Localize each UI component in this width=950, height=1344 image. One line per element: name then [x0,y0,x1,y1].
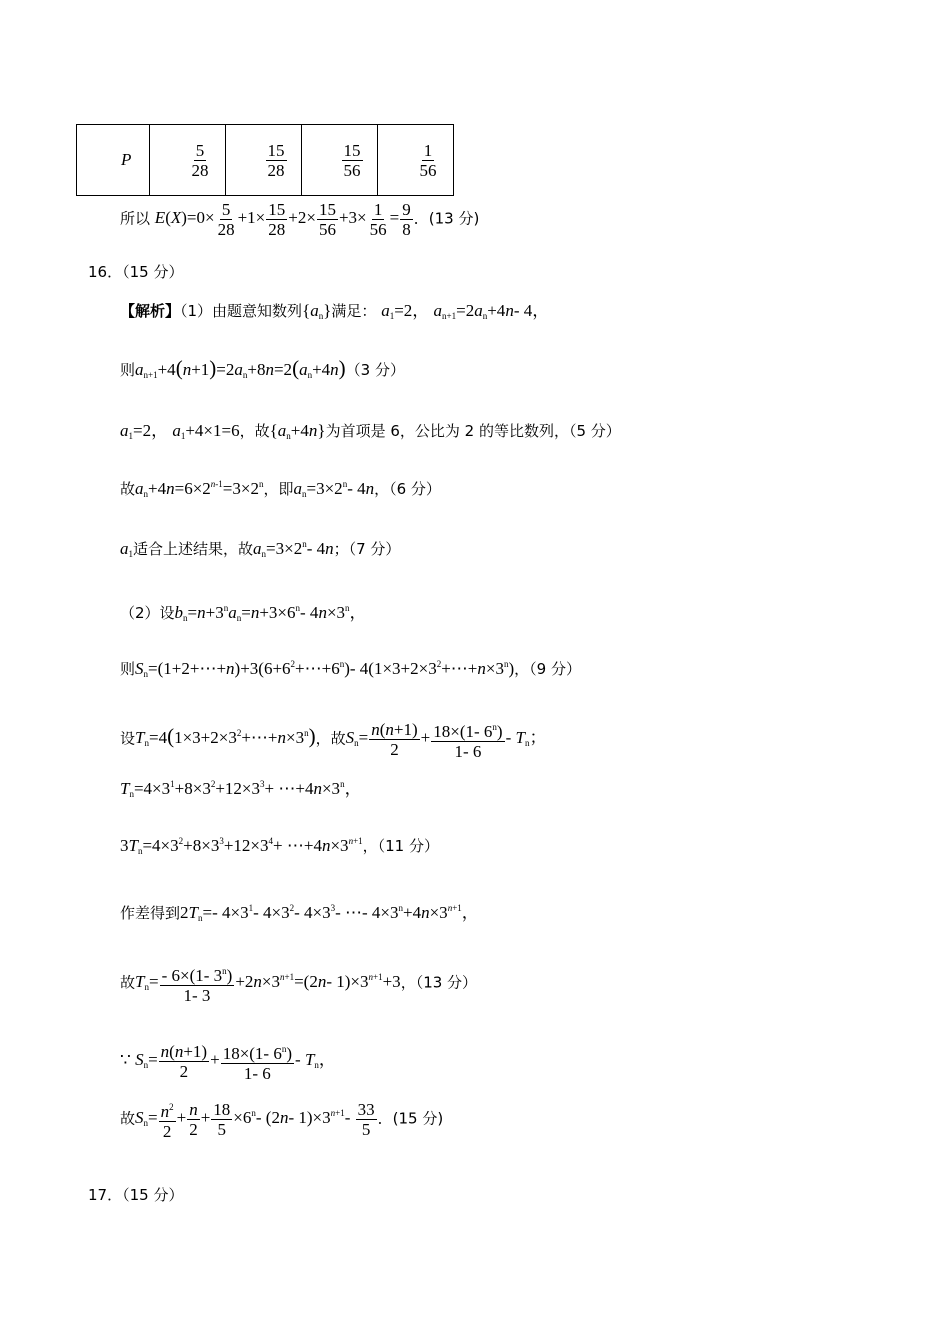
solution-line-13: ∵ $S_n=$ $\frac{n(n+1)}{2}$ + $\frac{18\times(1- 6^n)}{1- 6}$ - $T_n$， [120,1042,336,1083]
solution-line-7: 则$S_n=(1+2+\cdots+n)+3(6+6^2+\cdots+6^n)-$ $4(1\times 3+2\times 3^2+\cdots+n\times 3^n)$，（9 分） [120,659,581,679]
prob-cell [226,125,302,196]
expectation-line: 所以 E(X)=0× $\frac{5}{28}$ +1× $\frac{15}{28}$ +2× $\frac{15}{56}$ +3× $\frac{1}{56}$ = $\frac{9}{8}$ ．(13 分) [120,200,480,239]
prob-cell [302,125,378,196]
solution-line-5: $a_1$适合上述结果，故$a_n=3\times 2^n-$ 4n；（7 分） [120,539,401,559]
solution-line-1: 【解析】（1）由题意知数列$\{a_n\}$满足： $a_1=2$， $a_{n+1}=2a_n+4n-$ 4， [120,301,550,321]
prob-fraction: 15 56 [343,140,361,180]
prob-cell [150,125,226,196]
prob-fraction: 1 56 [419,140,437,180]
expectation-formula: E(X)=0× $\frac{5}{28}$ +1× $\frac{15}{28}$ +2× $\frac{15}{56}$ +3× $\frac{1}{56}$ = $\frac{9}{8}$ [154,200,411,239]
solution-line-14: 故$S_n=$ $\frac{n^2}{2}$ + $\frac{n}{2}$ + $\frac{18}{5}$ $\times 6^n-$ (2n- $1)\times 3^{n+1}-$ $\frac{33}{5}$ ．(15 分) [120,1100,444,1141]
prob-fraction: 15 28 [267,140,285,180]
solution-line-11: 作差得到$2T_n=-$ $4\times 3^1-$ $4\times 3^2-$ $4\times 3^3-$ ⋯- $4\times 3^n+4n\times 3^{n+1}$， [120,903,479,923]
solution-line-2: 则$a_{n+1}+4(n+1)=2a_n+8n=2(a_n+4n)(3$ 分） [120,356,405,380]
row-label: P [121,150,132,169]
solution-line-6: （2）设$b_n=n+3^na_n=n+3\times 6^n-$ $4n\times 3^n$， [120,603,367,623]
solution-line-3: $a_1=2$， $a_1+4\times 1=6$，故$\{a_n+4n\}$为首项是 6，公比为 2 的等比数列，（5 分） [120,421,621,441]
prob-fraction: 5 28 [191,140,209,180]
probability-table [76,124,454,196]
prob-cell [378,125,454,196]
solution-line-4: 故$a_n+4n=6\times 2^{n-1}=3\times 2^n$，即$a_n=3\times 2^n-$ 4n，（6 分） [120,479,441,499]
solution-line-9: $T_n=4\times 3^1+8\times 3^2+12\times 3^3+$ $\cdots+4n\times 3^n$， [120,779,362,799]
row-label-cell [77,125,150,196]
solution-line-10: $3T_n=4\times 3^2+8\times 3^3+12\times 3^4+$ $\cdots+4n\times 3^{n+1}$，（11 分） [120,836,439,856]
question-17-heading: 17．（15 分） [88,1186,184,1204]
solution-line-12: 故$T_n=$ $\frac{- 6\times(1- 3^n)}{1- 3}$ $+2n\times 3^{n+1}=(2n-$ $1)\times 3^{n+1}+3$，（13 分） [120,962,477,1005]
solution-line-8: 设$T_n=4(1\times 3+2\times 3^2+\cdots+n\times 3^n)$，故$S_n=$ $\frac{n(n+1)}{2}$ + $\frac{18\times(1- 6^n)}{1- 6}$ - $T_n$； [120,720,547,761]
question-16-heading: 16．（15 分） [88,263,184,281]
